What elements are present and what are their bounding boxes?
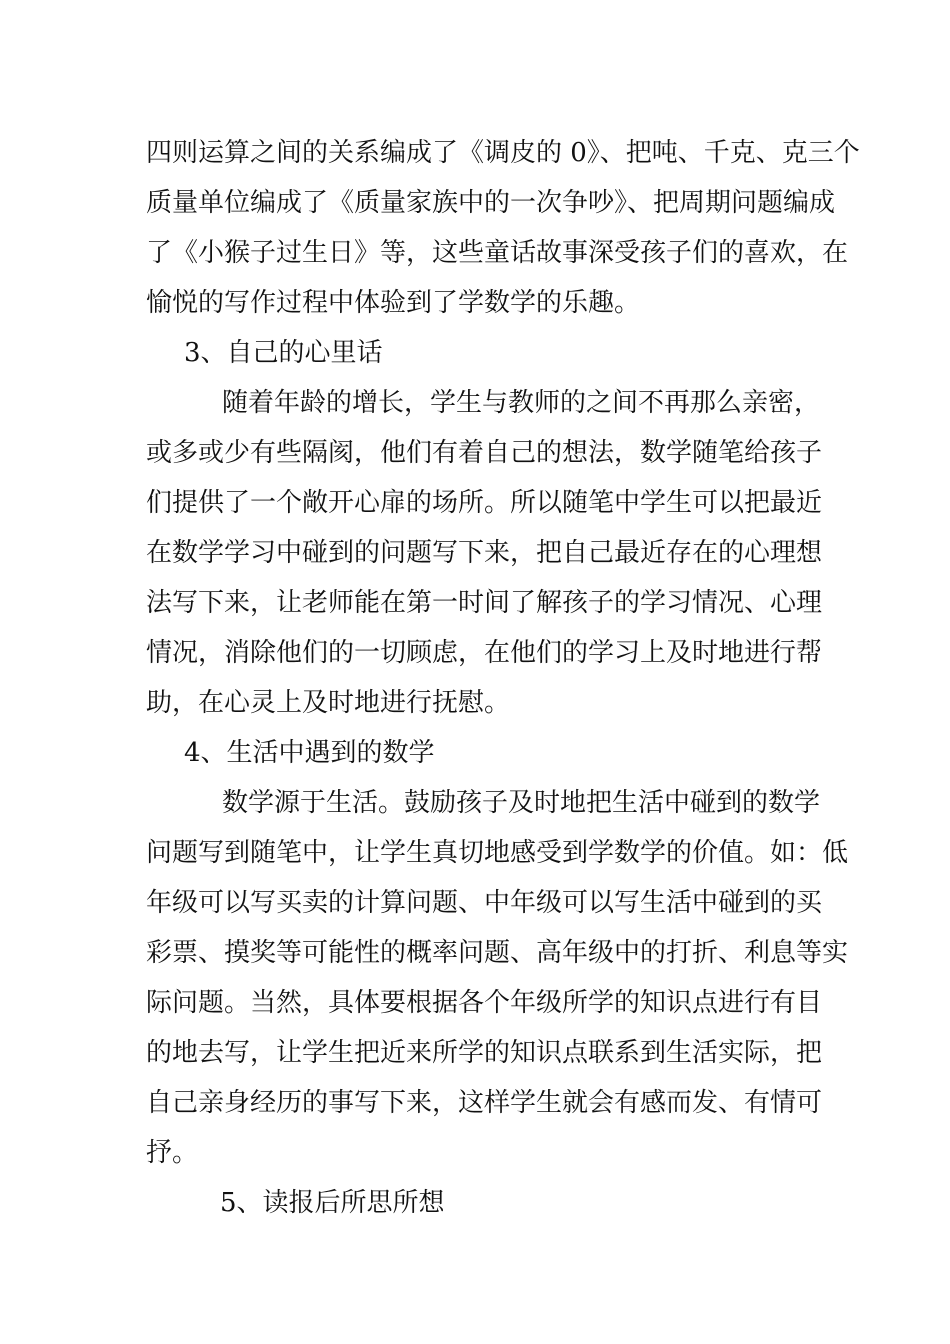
- text-line: 问题写到随笔中，让学生真切地感受到学数学的价值。如：低: [146, 838, 849, 868]
- section-heading-5: 5、读报后所思所想: [220, 1188, 445, 1218]
- paragraph-continued: [146, 128, 860, 328]
- paragraph-heart-words: [146, 378, 823, 728]
- text-line: 愉悦的写作过程中体验到了学数学的乐趣。: [146, 288, 641, 318]
- document-body: [146, 128, 860, 1228]
- text-line: 年级可以写买卖的计算问题、中年级可以写生活中碰到的买: [146, 888, 823, 918]
- text-line: 助，在心灵上及时地进行抚慰。: [146, 688, 511, 718]
- paragraph-life-math: [146, 778, 849, 1178]
- text-line: 自己亲身经历的事写下来，这样学生就会有感而发、有情可: [146, 1088, 823, 1118]
- text-line: 们提供了一个敞开心扉的场所。所以随笔中学生可以把最近: [146, 488, 823, 518]
- text-line: 了《小猴子过生日》等，这些童话故事深受孩子们的喜欢，在: [146, 238, 849, 268]
- text-line: 随着年龄的增长，学生与教师的之间不再那么亲密，: [222, 388, 821, 418]
- text-line: 情况，消除他们的一切顾虑，在他们的学习上及时地进行帮: [146, 638, 823, 668]
- text-line: 际问题。当然，具体要根据各个年级所学的知识点进行有目: [146, 988, 823, 1018]
- text-line: 抒。: [146, 1138, 199, 1168]
- text-line: 数学源于生活。鼓励孩子及时地把生活中碰到的数学: [222, 788, 821, 818]
- text-line: 在数学学习中碰到的问题写下来，把自己最近存在的心理想: [146, 538, 823, 568]
- text-line: 彩票、摸奖等可能性的概率问题、高年级中的打折、利息等实: [146, 938, 849, 968]
- text-line: 或多或少有些隔阂，他们有着自己的想法，数学随笔给孩子: [146, 438, 823, 468]
- section-heading-4: 4、生活中遇到的数学: [184, 738, 435, 768]
- text-line: 的地去写，让学生把近来所学的知识点联系到生活实际，把: [146, 1038, 823, 1068]
- text-line: 质量单位编成了《质量家族中的一次争吵》、把周期问题编成: [146, 188, 836, 218]
- section-heading-3: 3、自己的心里话: [184, 338, 383, 368]
- text-line: 法写下来，让老师能在第一时间了解孩子的学习情况、心理: [146, 588, 823, 618]
- text-line: 四则运算之间的关系编成了《调皮的 0》、把吨、千克、克三个: [146, 138, 860, 168]
